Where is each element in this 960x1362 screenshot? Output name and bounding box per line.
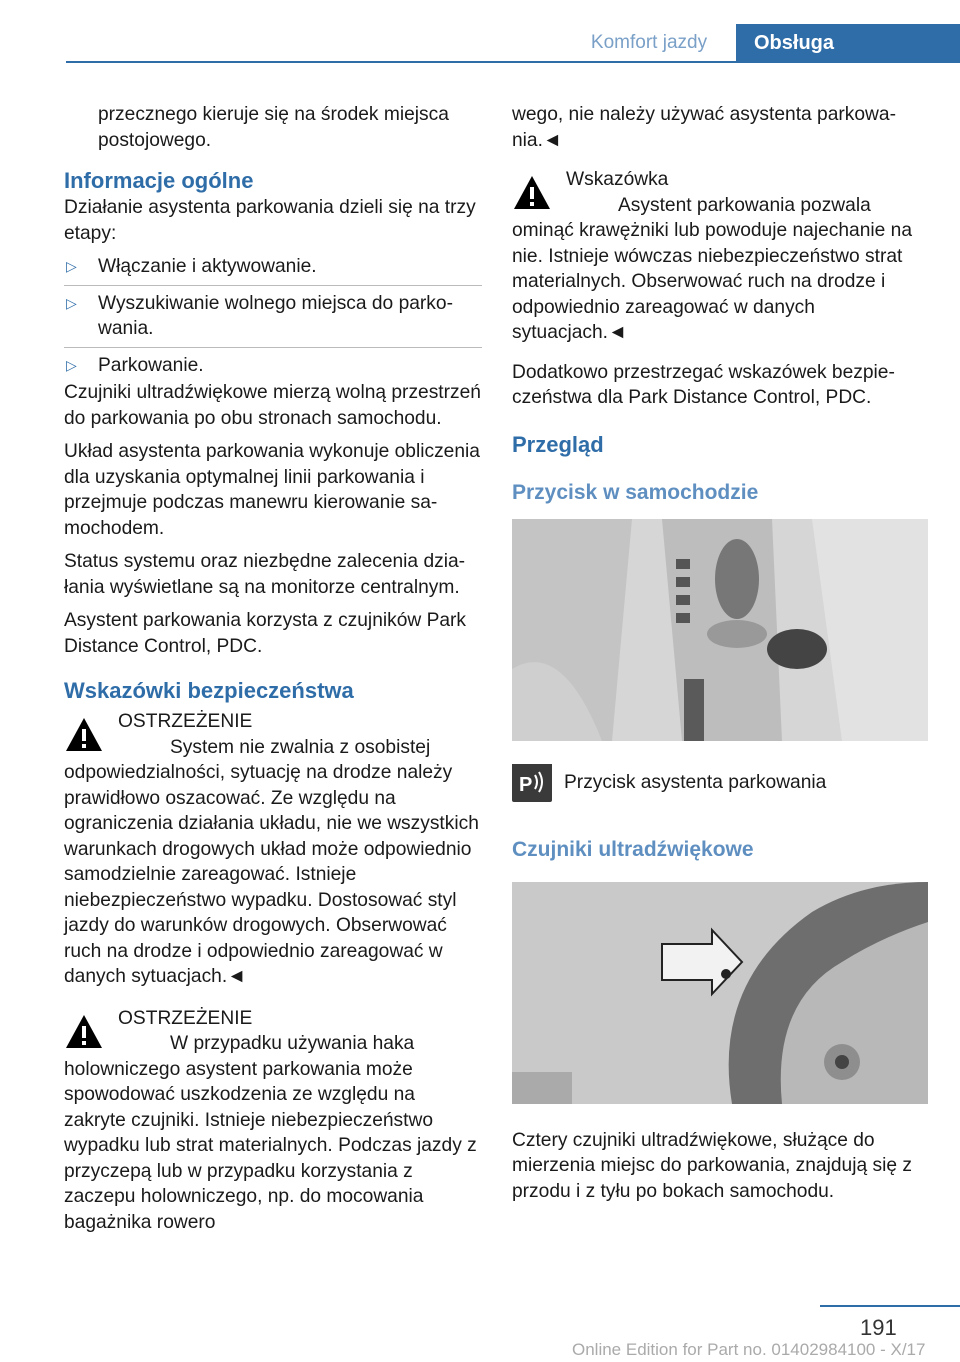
paragraph-pdc: Asystent parkowania korzysta z czujników Park Distance Control, PDC. [64, 610, 467, 657]
warning-icon [512, 173, 552, 213]
heading-overview: Przegląd [512, 431, 604, 457]
console-photo [512, 519, 928, 741]
header-rule [66, 61, 960, 63]
svg-text:P: P [519, 774, 533, 795]
list-item: ▷ Wyszukiwanie wolnego miejsca do parkowania. [66, 292, 453, 339]
continued-text: wego, nie należy używać asystenta parkowania.◄ [512, 104, 896, 151]
page-header [0, 24, 960, 62]
note-text: Asystent parkowania pozwala ominąć krawężniki lub powoduje najechanie na nie. Istnieje wówczas niebezpieczeństwo strat materialnych. Obserwować ruch na drodze i odpowiednio zareagować w danych sytuacjach.◄ [512, 194, 912, 343]
paragraph-system: Układ asystenta parkowania wykonuje obliczenia dla uzyskania optymalnej linii parkowania i przejmuje podczas manewru kierowanie samochodem. [64, 441, 480, 539]
paragraph-stages: Działanie asystenta parkowania dzieli się na trzy etapy: [64, 197, 476, 244]
heading-sensors: Czujniki ultradźwiękowe [512, 838, 754, 861]
list-item: ▷ Włączanie i aktywowanie. [64, 254, 482, 280]
bullet-triangle-icon: ▷ [66, 294, 77, 311]
left-column [64, 102, 482, 1243]
list-item: ▷ Parkowanie. [64, 353, 482, 379]
warning-text: System nie zwalnia z osobistej odpowiedzialności, sytuację na drodze należy prawidłowo oszacować. Ze względu na ograniczenia działania układu, nie we wszystkich warunkach drogowych układ może odpowiednio samodzielnie zareagować. Istnieje niebezpieczeństwo wypadku. Dostosować styl jazdy do warunków drogowych. Obserwować ruch na drodze i odpowiednio zareagować w danych sytuacjach.◄ [64, 736, 479, 987]
sensors-caption: Cztery czujniki ultradźwiękowe, służące do mierzenia miejsc do parkowania, znajdują się z przodu i z tyłu po bokach samochodu. [512, 1129, 912, 1202]
paragraph-pdc-safety: Dodatkowo przestrzegać wskazówek bezpieczeństwa dla Park Distance Control, PDC. [512, 361, 895, 408]
bullet-triangle-icon: ▷ [66, 356, 77, 373]
paragraph-sensors: Czujniki ultradźwiękowe mierzą wolną przestrzeń do parkowania po obu stronach samochodu. [64, 382, 481, 429]
warning-block-2 [64, 1006, 482, 1236]
right-column [512, 102, 928, 1212]
warning-block-1 [64, 709, 482, 990]
park-assist-button-icon [512, 764, 552, 802]
heading-general: Informacje ogólne [64, 168, 254, 193]
warning-icon [64, 1012, 104, 1052]
footer-rule [820, 1305, 960, 1307]
page-number: 191 [860, 1315, 897, 1340]
warning-text: W przypadku używania haka holowniczego asystent parkowania może spowodować uszkodzenia ze względu na zakryte czujniki. Istnieje niebezpieczeństwo wypadku lub strat materialnych. Podczas jazdy z przyczepą lub w przypadku korzystania z zaczepu holowniczego, np. do mocowania bagażnika rowero [64, 1033, 477, 1233]
button-caption-row [512, 764, 928, 806]
heading-button: Przycisk w samochodzie [512, 480, 759, 504]
warning-title: OSTRZEŻENIE [118, 1007, 253, 1029]
divider [64, 347, 482, 348]
heading-safety: Wskazówki bezpieczeństwa [64, 678, 354, 703]
warning-title: OSTRZEŻENIE [118, 711, 253, 732]
tab-operation[interactable]: Obsługa [736, 24, 960, 62]
edition-footer: Online Edition for Part no. 01402984100 - X/17 [572, 1340, 926, 1359]
note-title: Wskazówka [566, 169, 669, 190]
button-caption: Przycisk asystenta parkowania [564, 772, 827, 793]
note-block [512, 167, 928, 346]
divider [64, 285, 482, 286]
paragraph-status: Status systemu oraz niezbędne zalecenia działania wyświetlane są na monitorze centralnym. [64, 551, 466, 598]
warning-icon [64, 715, 104, 755]
intro-text: przecznego kieruje się na środek miejsca postojowego. [98, 104, 449, 151]
sensors-photo [512, 882, 928, 1104]
bullet-triangle-icon: ▷ [66, 258, 77, 274]
tab-comfort[interactable]: Komfort jazdy [590, 32, 708, 53]
